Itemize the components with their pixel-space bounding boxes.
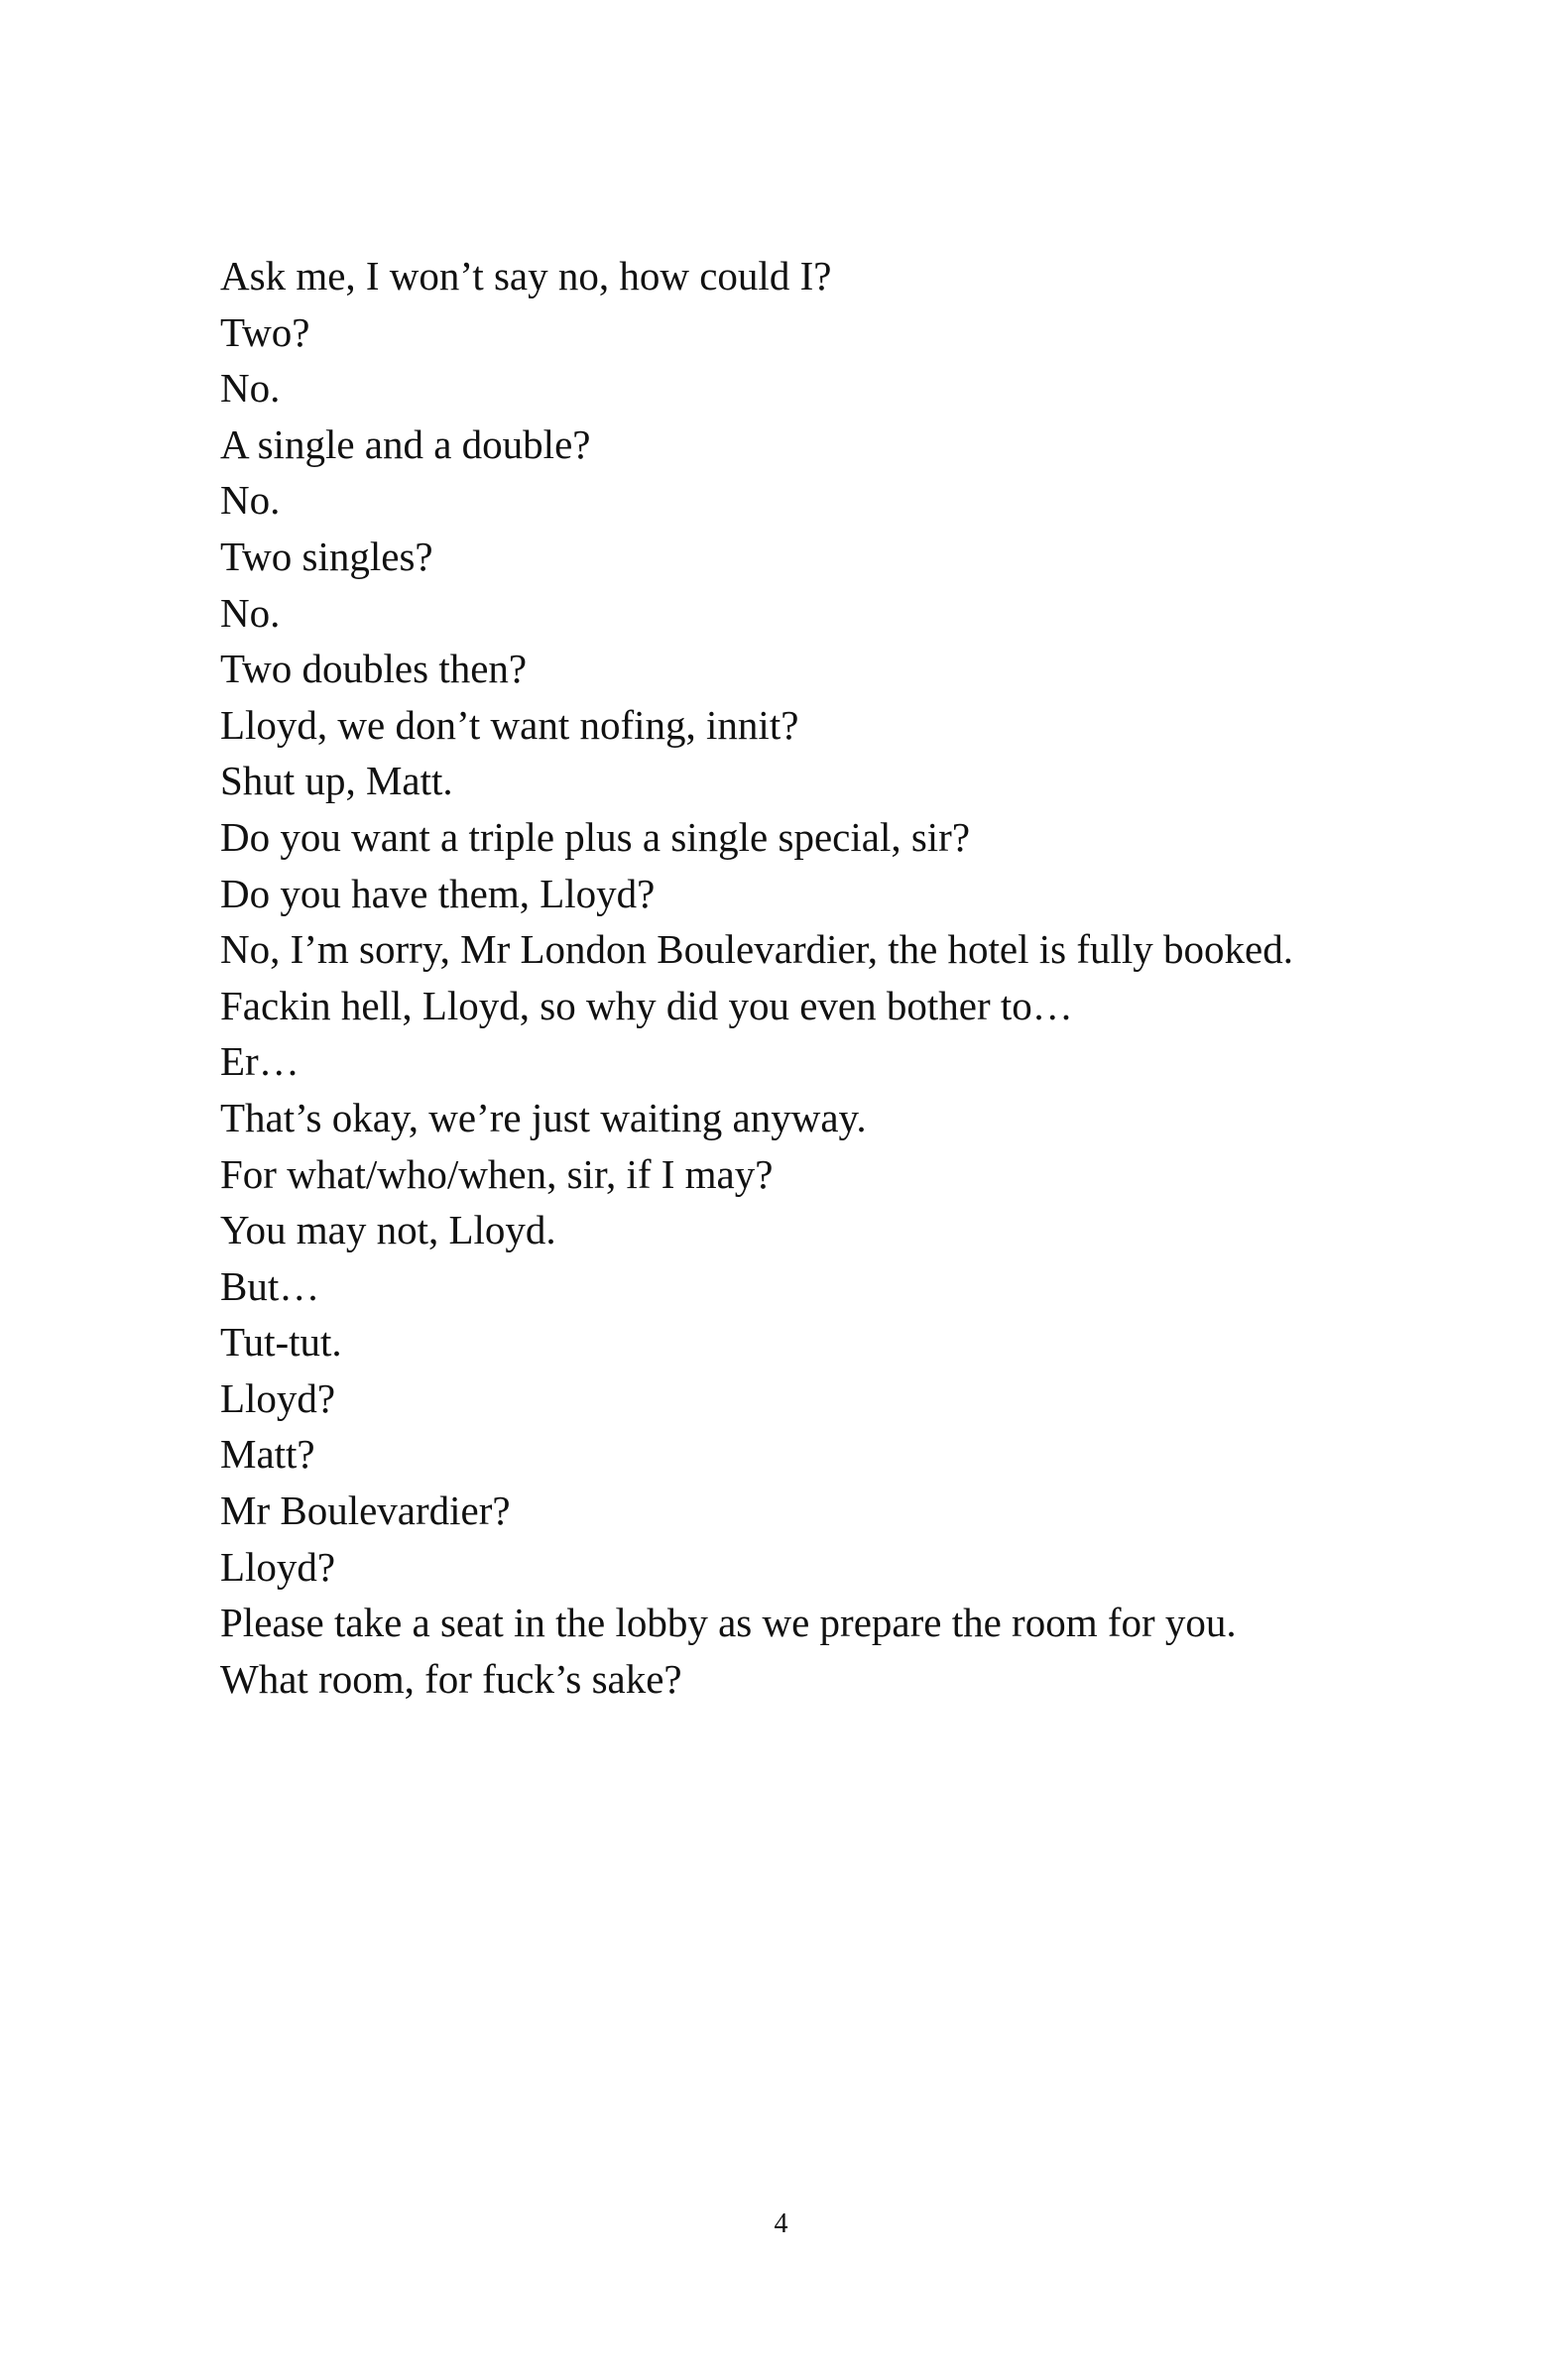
paragraph: A single and a double? — [220, 420, 591, 467]
paragraph: Please take a seat in the lobby as we prepare the room for you. — [220, 1600, 1237, 1646]
paragraph: You may not, Lloyd. — [220, 1207, 556, 1253]
paragraph: Ask me, I won’t say no, how could I? — [220, 253, 832, 298]
paragraph: Tut-tut. — [220, 1319, 342, 1366]
paragraph: But… — [220, 1262, 320, 1309]
paragraph: Do you want a triple plus a single special, sir? — [220, 813, 971, 860]
dialogue-text — [188, 248, 1382, 1707]
paragraph: Two doubles then? — [220, 646, 528, 692]
paragraph: Er… — [220, 1038, 300, 1085]
paragraph: Lloyd? — [220, 1374, 336, 1421]
paragraph: No. — [220, 365, 281, 412]
paragraph: That’s okay, we’re just waiting anyway. — [220, 1094, 867, 1140]
paragraph: No. — [220, 589, 281, 636]
paragraph: Two singles? — [220, 533, 433, 579]
paragraph: Matt? — [220, 1431, 315, 1478]
paragraph: What room, for fuck’s sake? — [220, 1655, 682, 1702]
paragraph: Shut up, Matt. — [220, 758, 453, 804]
paragraph: Do you have them, Lloyd? — [220, 870, 656, 916]
paragraph: Lloyd, we don’t want nofing, innit? — [220, 701, 799, 748]
paragraph: No, I’m sorry, Mr London Boulevardier, the hotel is fully booked. — [220, 926, 1293, 973]
paragraph: No. — [220, 477, 281, 524]
paragraph: Fackin hell, Lloyd, so why did you even bother to… — [220, 982, 1073, 1028]
paragraph: Two? — [220, 308, 310, 355]
page-number: 4 — [774, 2208, 788, 2239]
paragraph: Mr Boulevardier? — [220, 1488, 511, 1534]
paragraph: Lloyd? — [220, 1543, 336, 1590]
paragraph: For what/who/when, sir, if I may? — [220, 1150, 774, 1197]
